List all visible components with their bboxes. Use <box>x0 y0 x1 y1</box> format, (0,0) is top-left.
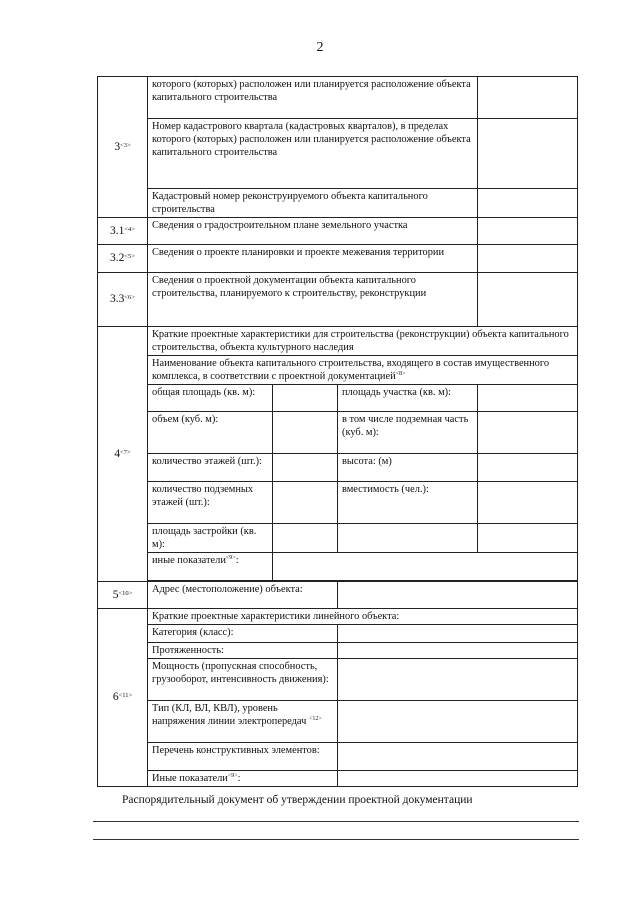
row-3b-label: Номер кадастрового квартала (кадастровых кварталов), в пределах которого (которых) расположен или планируется расположение объекта капитального строительства <box>148 119 478 189</box>
approval-line-2[interactable] <box>93 839 579 840</box>
row-3-2-label: Сведения о проекте планировки и проекте межевания территории <box>148 245 478 273</box>
total-area-value[interactable] <box>273 385 338 412</box>
address-value[interactable] <box>338 582 578 609</box>
underground-volume-value[interactable] <box>478 412 578 454</box>
total-area-label: общая площадь (кв. м): <box>148 385 273 412</box>
row-6-number: $6^{<11>}$ <box>98 609 148 787</box>
other-indicators-value[interactable] <box>273 553 578 581</box>
power-value[interactable] <box>338 659 578 701</box>
row-4-underground-floors <box>98 482 578 524</box>
row-6-elements <box>98 743 578 771</box>
row-3a-value[interactable] <box>478 77 578 119</box>
approval-line-1[interactable] <box>93 821 579 822</box>
row-3-1-label: Сведения о градостроительном плане земельного участка <box>148 218 478 245</box>
footprint-label: площадь застройки (кв. м): <box>148 524 273 553</box>
underground-floors-label: количество подземных этажей (шт.): <box>148 482 273 524</box>
row-4-other <box>98 553 578 581</box>
row-4-header1 <box>98 327 578 356</box>
row-3a-label: которого (которых) расположен или планируется расположение объекта капитального строительства <box>148 77 478 119</box>
underground-volume-label: в том числе подземная часть (куб. м): <box>338 412 478 454</box>
page-number: 2 <box>316 40 324 55</box>
row-3b-value[interactable] <box>478 119 578 189</box>
capacity-value[interactable] <box>478 482 578 524</box>
row-6-other <box>98 771 578 787</box>
row-4-footprint <box>98 524 578 553</box>
permit-form-table <box>97 76 578 787</box>
address-label: Адрес (местоположение) объекта: <box>148 582 338 609</box>
row-3-2-value[interactable] <box>478 245 578 273</box>
site-area-label: площадь участка (кв. м): <box>338 385 478 412</box>
row-4-header2-text: Наименование объекта капитального строительства, входящего в состав имущественного комплекса, в соответствии с проектной документацией$^{<8>}$ <box>148 356 578 385</box>
row-3c <box>98 189 578 218</box>
site-area-value[interactable] <box>478 385 578 412</box>
category-label: Категория (класс): <box>148 625 338 643</box>
row-3c-value[interactable] <box>478 189 578 218</box>
length-label: Протяженность: <box>148 643 338 659</box>
length-value[interactable] <box>338 643 578 659</box>
row-3-1 <box>98 218 578 245</box>
row-3-3-number: $3.3^{<6>}$ <box>98 273 148 327</box>
row-4-header1-text: Краткие проектные характеристики для строительства (реконструкции) объекта капитального строительства, объекта культурного наследия <box>148 327 578 356</box>
height-value[interactable] <box>478 454 578 482</box>
volume-value[interactable] <box>273 412 338 454</box>
line-type-value[interactable] <box>338 701 578 743</box>
elements-value[interactable] <box>338 743 578 771</box>
row-4-floors <box>98 454 578 482</box>
category-value[interactable] <box>338 625 578 643</box>
capacity-label: вместимость (чел.): <box>338 482 478 524</box>
power-label: Мощность (пропускная способность, грузооборот, интенсивность движения): <box>148 659 338 701</box>
row-6-header <box>98 609 578 625</box>
other-indicators-label: иные показатели$^{<9>}$: <box>148 553 273 581</box>
row-6-length <box>98 643 578 659</box>
height-label: высота: (м) <box>338 454 478 482</box>
row-4-header2 <box>98 356 578 385</box>
row-3-1-number: $3.1^{<4>}$ <box>98 218 148 245</box>
row-4-volume <box>98 412 578 454</box>
row-3c-label: Кадастровый номер реконструируемого объекта капитального строительства <box>148 189 478 218</box>
footprint-extra-1[interactable] <box>338 524 478 553</box>
row-3-2-number: $3.2^{<5>}$ <box>98 245 148 273</box>
row-4-number: $4^{<7>}$ <box>98 327 148 582</box>
row-3-number: $3^{<3>}$ <box>98 77 148 218</box>
row-3-1-value[interactable] <box>478 218 578 245</box>
row-5-number: $5^{<10>}$ <box>98 582 148 609</box>
row-3-3 <box>98 273 578 327</box>
row-3-2 <box>98 245 578 273</box>
row-6-header-text: Краткие проектные характеристики линейного объекта: <box>148 609 578 625</box>
row-3a <box>98 77 578 119</box>
row-3-3-label: Сведения о проектной документации объекта капитального строительства, планируемого к строительству, реконструкции <box>148 273 478 327</box>
row-5 <box>98 582 578 609</box>
row-3-3-value[interactable] <box>478 273 578 327</box>
elements-label: Перечень конструктивных элементов: <box>148 743 338 771</box>
line-type-label: Тип (КЛ, ВЛ, КВЛ), уровень напряжения линии электропередач $^{<12>}$ <box>148 701 338 743</box>
floors-value[interactable] <box>273 454 338 482</box>
row-4-area <box>98 385 578 412</box>
row-6-other-value[interactable] <box>338 771 578 787</box>
row-6-other-label: Иные показатели$^{<9>}$: <box>148 771 338 787</box>
volume-label: объем (куб. м): <box>148 412 273 454</box>
row-3b <box>98 119 578 189</box>
underground-floors-value[interactable] <box>273 482 338 524</box>
row-6-power <box>98 659 578 701</box>
approval-document-label: Распорядительный документ об утверждении проектной документации <box>122 794 473 806</box>
footprint-value[interactable] <box>273 524 338 553</box>
floors-label: количество этажей (шт.): <box>148 454 273 482</box>
footprint-extra-2[interactable] <box>478 524 578 553</box>
row-6-line-type <box>98 701 578 743</box>
row-6-category <box>98 625 578 643</box>
